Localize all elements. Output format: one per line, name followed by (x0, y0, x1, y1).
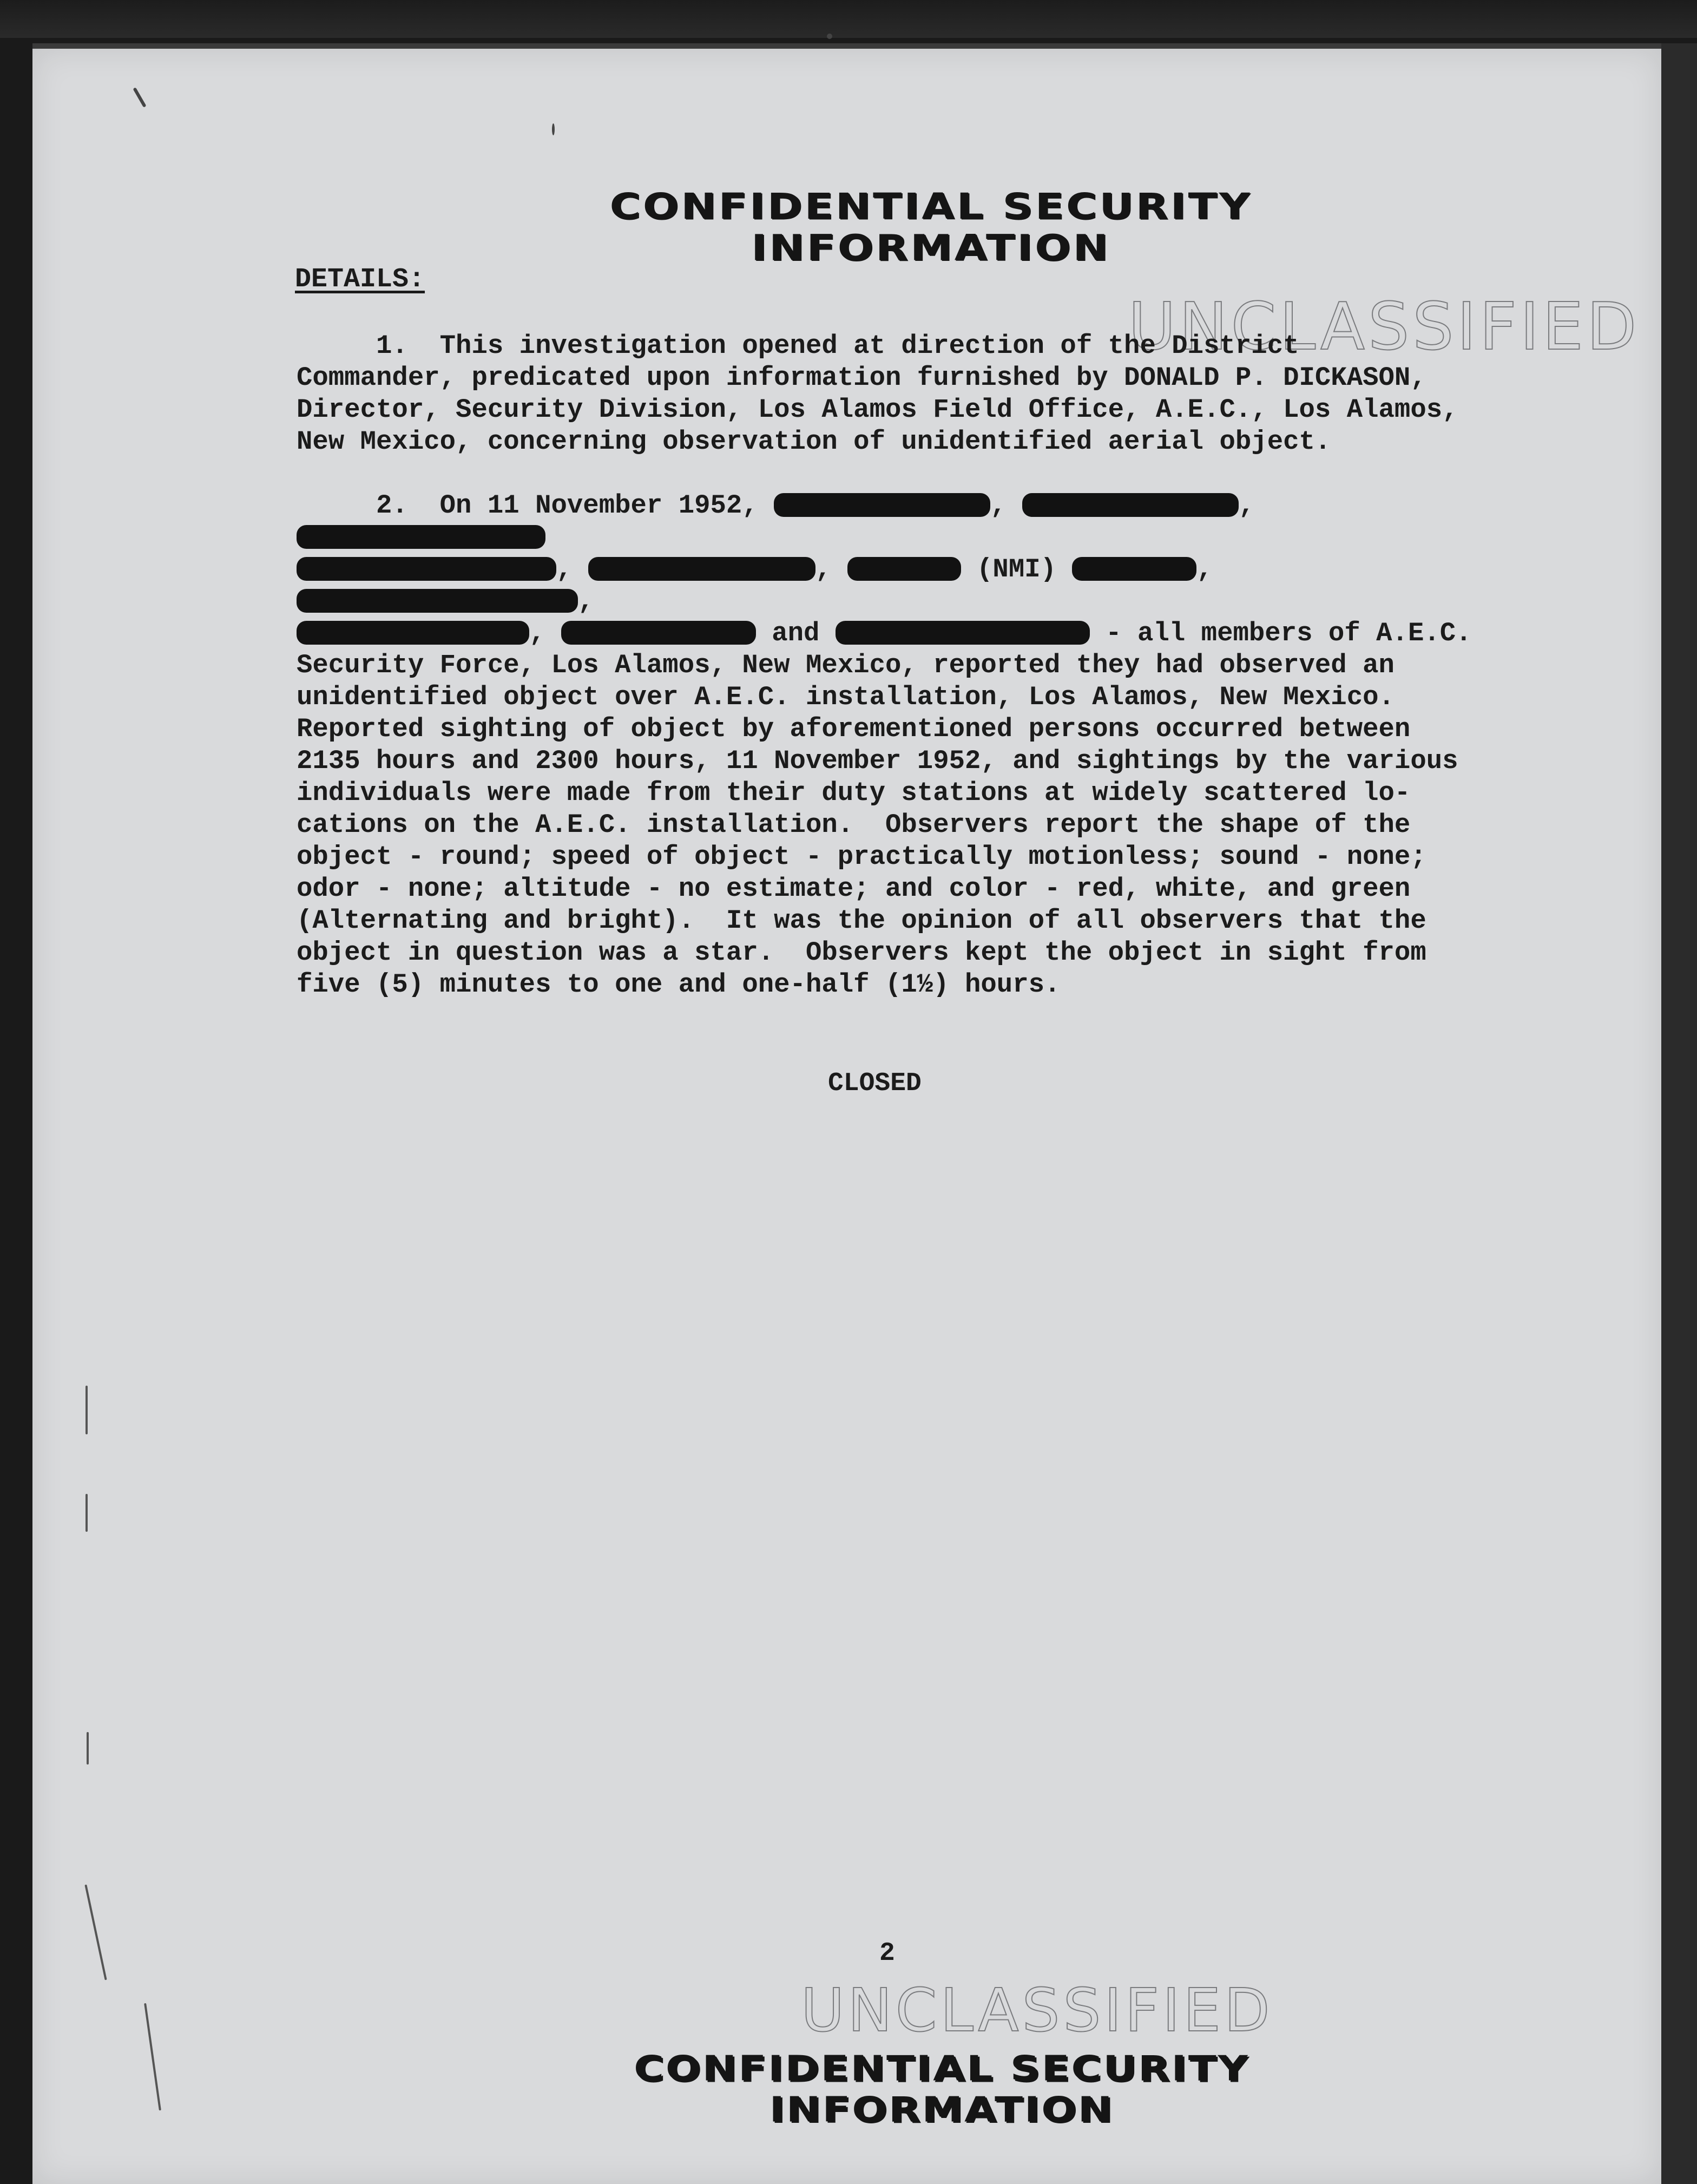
redaction-bar (1022, 493, 1239, 517)
footer-classification-marking: CONFIDENTIAL SECURITY INFORMATION (634, 2048, 1249, 2130)
p2-line6: Reported sighting of object by aforementioned persons occurred between (297, 714, 1411, 744)
paragraph-2: 2. On 11 November 1952, , , , , (NMI) , , , and - all members of A.E.C. Security Force, Los Alamos, New Mexico, reported they had observed an unidentified object over A.E.C. installation, Los Alamos, New Mexico. Reported sighting of object by aforementioned persons occurred between 2135 hours and 2300 hours, 11 November 1952, and sightings by the various individuals were made from their duty stations at widely scattered lo- cations on the A.E.C. installation. Observers report the shape of the object - round; speed of object - practically motionless; sound - none; odor - none; altitude - no estimate; and color - red, white, and green (Alternating and bright). It was the opinion of all observers that the object in question was a star. Observers kept the object in sight from five (5) minutes to one and one-half (1½) hours. (297, 490, 1472, 1000)
closed-label: CLOSED (828, 1069, 922, 1098)
p2-line13: object in question was a star. Observers kept the object in sight from (297, 937, 1426, 968)
p1-line2: Commander, predicated upon information furnished by DONALD P. DICKASON, (297, 363, 1426, 393)
margin-mark (85, 1494, 88, 1532)
redaction-bar (297, 589, 578, 613)
p2-line11: odor - none; altitude - no estimate; and color - red, white, and green (297, 874, 1411, 904)
p2-line4: Security Force, Los Alamos, New Mexico, reported they had observed an (297, 650, 1395, 680)
page-number: 2 (879, 1939, 895, 1968)
paragraph-1 (297, 330, 1498, 458)
p2-line5: unidentified object over A.E.C. installation, Los Alamos, New Mexico. (297, 682, 1395, 712)
scan-speck (827, 34, 832, 39)
margin-mark (85, 1386, 88, 1434)
and-word: and (755, 618, 836, 648)
redaction-bar (561, 621, 756, 645)
scan-speck (552, 123, 555, 135)
redaction-bar (1072, 557, 1196, 581)
redaction-bar (836, 621, 1090, 645)
margin-mark (87, 1732, 89, 1765)
p2-line12: (Alternating and bright). It was the opinion of all observers that the (297, 906, 1426, 936)
p1-line3: Director, Security Division, Los Alamos Field Office, A.E.C., Los Alamos, (297, 395, 1458, 425)
redaction-bar (588, 557, 815, 581)
scan-border-top (0, 0, 1697, 38)
unclassified-stamp-bottom: UNCLASSIFIED (801, 1976, 1273, 2045)
p1-line1: 1. This investigation opened at direction of the District (297, 331, 1299, 361)
redaction-bar (297, 621, 529, 645)
redaction-bar (774, 493, 990, 517)
header-classification-marking: CONFIDENTIAL SECURITY INFORMATION (609, 186, 1252, 269)
p2-line7: 2135 hours and 2300 hours, 11 November 1952, and sightings by the various (297, 746, 1458, 776)
p2-line3-end: - all members of A.E.C. (1089, 618, 1472, 648)
scan-border-right (1661, 43, 1697, 2184)
p2-line9: cations on the A.E.C. installation. Observers report the shape of the (297, 810, 1411, 840)
p2-line8: individuals were made from their duty stations at widely scattered lo- (297, 778, 1411, 808)
p1-line4: New Mexico, concerning observation of unidentified aerial object. (297, 427, 1331, 457)
redaction-bar (297, 525, 545, 549)
details-heading: DETAILS: (295, 264, 425, 295)
redaction-bar (297, 557, 556, 581)
p2-line10: object - round; speed of object - practically motionless; sound - none; (297, 842, 1426, 872)
nmi-label: (NMI) (977, 554, 1057, 585)
redaction-bar (847, 557, 961, 581)
unclassified-stamp-top: UNCLASSIFIED (1128, 290, 1640, 365)
p2-line14: five (5) minutes to one and one-half (1½) hours. (297, 969, 1061, 1000)
p2-line1: 2. On 11 November 1952, (297, 490, 758, 521)
